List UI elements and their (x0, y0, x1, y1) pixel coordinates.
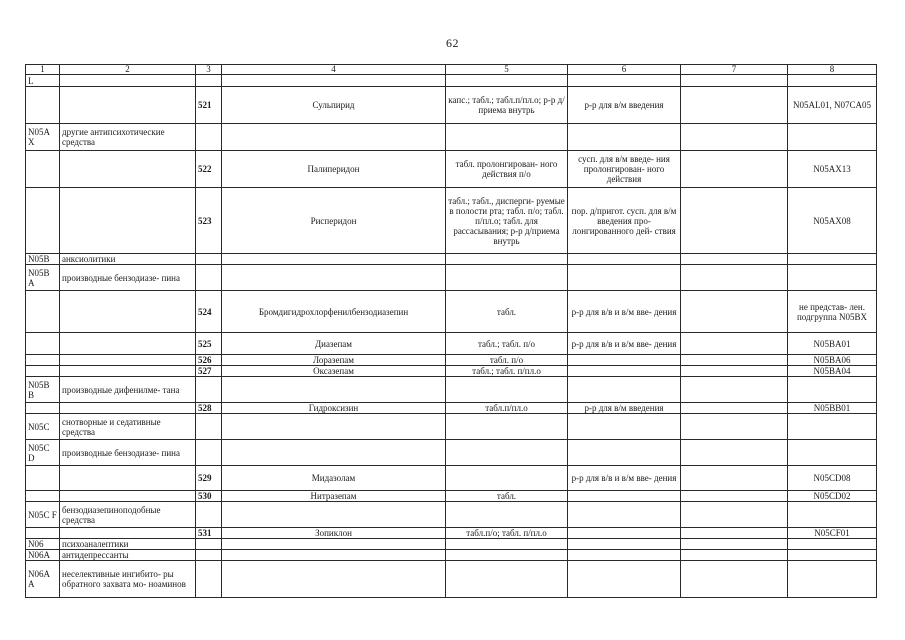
dosage-form (446, 539, 568, 550)
dosage-form: капс.; табл.; табл.п/пл.о; р-р д/приема внутрь (446, 87, 568, 124)
column-number-6: 6 (568, 65, 681, 75)
atc-group-code: N06 (26, 539, 60, 550)
table-header-row (26, 65, 877, 75)
hospital-dosage-form (568, 561, 681, 598)
drug-name: Гидроксизин (222, 403, 446, 414)
item-number (196, 440, 222, 466)
item-number (196, 254, 222, 265)
atc-code (788, 265, 877, 291)
drug-name (222, 414, 446, 440)
item-number: 522 (196, 151, 222, 188)
hospital-dosage-form: р-р для в/в и в/м вве- дения (568, 466, 681, 491)
atc-code (788, 377, 877, 403)
drug-name: Зопиклон (222, 528, 446, 539)
drug-name (222, 561, 446, 598)
column-number-2: 2 (60, 65, 196, 75)
hospital-dosage-form (568, 124, 681, 151)
column-number-4: 4 (222, 65, 446, 75)
hospital-dosage-form (568, 75, 681, 87)
column-7-cell (681, 550, 788, 561)
column-7-cell (681, 491, 788, 502)
atc-code: N05BA04 (788, 366, 877, 377)
drug-name (222, 440, 446, 466)
drug-name: Мидазолам (222, 466, 446, 491)
hospital-dosage-form: р-р для в/в и в/м вве- дения (568, 333, 681, 355)
column-number-5: 5 (446, 65, 568, 75)
drug-name (222, 265, 446, 291)
dosage-form (446, 75, 568, 87)
table-row (26, 291, 877, 333)
hospital-dosage-form (568, 414, 681, 440)
dosage-form: табл. пролонгирован- ного действия п/о (446, 151, 568, 188)
column-7-cell (681, 366, 788, 377)
atc-group-code: L (26, 75, 60, 87)
item-number (196, 377, 222, 403)
atc-group-code: N06A (26, 550, 60, 561)
atc-group-code: N05A X (26, 124, 60, 151)
column-number-7: 7 (681, 65, 788, 75)
column-number-8: 8 (788, 65, 877, 75)
item-number: 523 (196, 188, 222, 254)
atc-group-name: производные бензодиазе- пина (60, 440, 196, 466)
column-7-cell (681, 254, 788, 265)
atc-group-code (26, 87, 60, 124)
item-number: 526 (196, 355, 222, 366)
dosage-form (446, 124, 568, 151)
dosage-form (446, 502, 568, 528)
atc-group-code (26, 291, 60, 333)
atc-code (788, 502, 877, 528)
drug-name: Сульпирид (222, 87, 446, 124)
atc-group-name (60, 291, 196, 333)
table-row (26, 377, 877, 403)
dosage-form (446, 466, 568, 491)
atc-group-code: N06A A (26, 561, 60, 598)
table-row (26, 188, 877, 254)
item-number (196, 75, 222, 87)
column-number-1: 1 (26, 65, 60, 75)
atc-group-name (60, 333, 196, 355)
drug-name (222, 550, 446, 561)
atc-group-code (26, 333, 60, 355)
atc-group-name (60, 466, 196, 491)
item-number: 529 (196, 466, 222, 491)
atc-code (788, 254, 877, 265)
atc-group-code (26, 491, 60, 502)
column-7-cell (681, 291, 788, 333)
drug-name (222, 75, 446, 87)
item-number (196, 550, 222, 561)
column-7-cell (681, 355, 788, 366)
dosage-form (446, 414, 568, 440)
hospital-dosage-form (568, 265, 681, 291)
atc-code (788, 75, 877, 87)
column-7-cell (681, 75, 788, 87)
column-7-cell (681, 440, 788, 466)
table-row (26, 491, 877, 502)
atc-group-name: антидепрессанты (60, 550, 196, 561)
item-number: 525 (196, 333, 222, 355)
atc-group-name: психоаналептики (60, 539, 196, 550)
atc-code (788, 550, 877, 561)
atc-group-name (60, 528, 196, 539)
item-number (196, 502, 222, 528)
table-row (26, 87, 877, 124)
table-row (26, 466, 877, 491)
column-7-cell (681, 528, 788, 539)
drug-name: Рисперидон (222, 188, 446, 254)
drug-name (222, 377, 446, 403)
drug-name (222, 124, 446, 151)
column-7-cell (681, 502, 788, 528)
atc-group-name (60, 366, 196, 377)
atc-group-name (60, 403, 196, 414)
table-row (26, 403, 877, 414)
drug-name: Нитразепам (222, 491, 446, 502)
hospital-dosage-form (568, 377, 681, 403)
table-row (26, 414, 877, 440)
dosage-form: табл.; табл. п/о (446, 333, 568, 355)
item-number (196, 124, 222, 151)
column-7-cell (681, 188, 788, 254)
atc-group-code: N05B A (26, 265, 60, 291)
atc-group-name: производные бензодиазе- пина (60, 265, 196, 291)
atc-group-code: N05C D (26, 440, 60, 466)
hospital-dosage-form (568, 355, 681, 366)
atc-group-name: другие антипсихотические средства (60, 124, 196, 151)
atc-group-code: N05B (26, 254, 60, 265)
atc-code (788, 561, 877, 598)
atc-group-name: неселективные ингибито- ры обратного захвата мо- ноаминов (60, 561, 196, 598)
atc-group-code (26, 355, 60, 366)
table-row (26, 75, 877, 87)
atc-group-code (26, 528, 60, 539)
drug-name: Бромдигидрохлорфенилбензодиазепин (222, 291, 446, 333)
table-row (26, 550, 877, 561)
dosage-form (446, 550, 568, 561)
atc-code: N05CD08 (788, 466, 877, 491)
table-row (26, 254, 877, 265)
column-7-cell (681, 87, 788, 124)
table-row (26, 502, 877, 528)
atc-code: N05CF01 (788, 528, 877, 539)
table-row (26, 355, 877, 366)
hospital-dosage-form (568, 502, 681, 528)
column-7-cell (681, 151, 788, 188)
item-number (196, 265, 222, 291)
hospital-dosage-form (568, 528, 681, 539)
table-row (26, 539, 877, 550)
dosage-form (446, 440, 568, 466)
column-7-cell (681, 466, 788, 491)
item-number (196, 414, 222, 440)
dosage-form: табл. п/о (446, 355, 568, 366)
atc-code: N05BB01 (788, 403, 877, 414)
item-number (196, 539, 222, 550)
hospital-dosage-form (568, 440, 681, 466)
drug-name (222, 539, 446, 550)
atc-code (788, 539, 877, 550)
table-row (26, 124, 877, 151)
table-row (26, 561, 877, 598)
item-number: 524 (196, 291, 222, 333)
atc-group-name (60, 491, 196, 502)
table-row (26, 151, 877, 188)
atc-code: N05BA01 (788, 333, 877, 355)
atc-group-name: производные дифенилме- тана (60, 377, 196, 403)
column-7-cell (681, 539, 788, 550)
dosage-form: табл. (446, 291, 568, 333)
dosage-form: табл. (446, 491, 568, 502)
atc-group-name: бензодиазепиноподобные средства (60, 502, 196, 528)
table-row (26, 528, 877, 539)
atc-code: N05AL01, N07CA05 (788, 87, 877, 124)
item-number: 531 (196, 528, 222, 539)
item-number: 521 (196, 87, 222, 124)
drug-list-table (25, 64, 877, 598)
dosage-form (446, 561, 568, 598)
item-number (196, 561, 222, 598)
atc-code: не представ- лен. подгруппа N05BX (788, 291, 877, 333)
atc-group-name (60, 188, 196, 254)
atc-group-name (60, 151, 196, 188)
atc-group-code: N05C F (26, 502, 60, 528)
atc-group-name: анксиолитики (60, 254, 196, 265)
atc-code: N05AX08 (788, 188, 877, 254)
column-7-cell (681, 333, 788, 355)
atc-group-name: снотворные и седативные средства (60, 414, 196, 440)
atc-group-name (60, 355, 196, 366)
hospital-dosage-form: сусп. для в/м введе- ния пролонгирован- ного действия (568, 151, 681, 188)
column-7-cell (681, 414, 788, 440)
column-7-cell (681, 124, 788, 151)
drug-name: Оксазепам (222, 366, 446, 377)
table-row (26, 440, 877, 466)
table-row (26, 366, 877, 377)
hospital-dosage-form (568, 254, 681, 265)
dosage-form: табл.п/пл.о (446, 403, 568, 414)
dosage-form: табл.; табл., дисперги- руемые в полости рта; табл. п/о; табл. п/пл.о; табл. для рассасывания; р-р д/приема внутрь (446, 188, 568, 254)
drug-name: Палиперидон (222, 151, 446, 188)
column-number-3: 3 (196, 65, 222, 75)
hospital-dosage-form: пор. д/пригот. сусп. для в/м введения про- лонгированного дей- ствия (568, 188, 681, 254)
atc-group-code (26, 403, 60, 414)
dosage-form: табл.п/о; табл. п/пл.о (446, 528, 568, 539)
column-7-cell (681, 561, 788, 598)
item-number: 527 (196, 366, 222, 377)
drug-name (222, 254, 446, 265)
atc-code (788, 124, 877, 151)
dosage-form: табл.; табл. п/пл.о (446, 366, 568, 377)
atc-group-code (26, 151, 60, 188)
drug-name: Диазепам (222, 333, 446, 355)
atc-code: N05CD02 (788, 491, 877, 502)
column-7-cell (681, 403, 788, 414)
hospital-dosage-form: р-р для в/м введения (568, 403, 681, 414)
hospital-dosage-form (568, 366, 681, 377)
table-row (26, 333, 877, 355)
drug-name (222, 502, 446, 528)
table-row (26, 265, 877, 291)
atc-code (788, 414, 877, 440)
atc-group-code: N05C (26, 414, 60, 440)
atc-group-code (26, 366, 60, 377)
hospital-dosage-form (568, 491, 681, 502)
atc-code: N05BA06 (788, 355, 877, 366)
item-number: 530 (196, 491, 222, 502)
dosage-form (446, 254, 568, 265)
atc-group-name (60, 75, 196, 87)
atc-group-code: N05B B (26, 377, 60, 403)
hospital-dosage-form (568, 539, 681, 550)
atc-group-name (60, 87, 196, 124)
item-number: 528 (196, 403, 222, 414)
atc-group-code (26, 466, 60, 491)
page-number: 62 (446, 36, 459, 50)
hospital-dosage-form: р-р для в/м введения (568, 87, 681, 124)
atc-code: N05AX13 (788, 151, 877, 188)
hospital-dosage-form: р-р для в/в и в/м вве- дения (568, 291, 681, 333)
dosage-form (446, 265, 568, 291)
atc-code (788, 440, 877, 466)
dosage-form (446, 377, 568, 403)
column-7-cell (681, 265, 788, 291)
column-7-cell (681, 377, 788, 403)
atc-group-code (26, 188, 60, 254)
hospital-dosage-form (568, 550, 681, 561)
drug-name: Лоразепам (222, 355, 446, 366)
